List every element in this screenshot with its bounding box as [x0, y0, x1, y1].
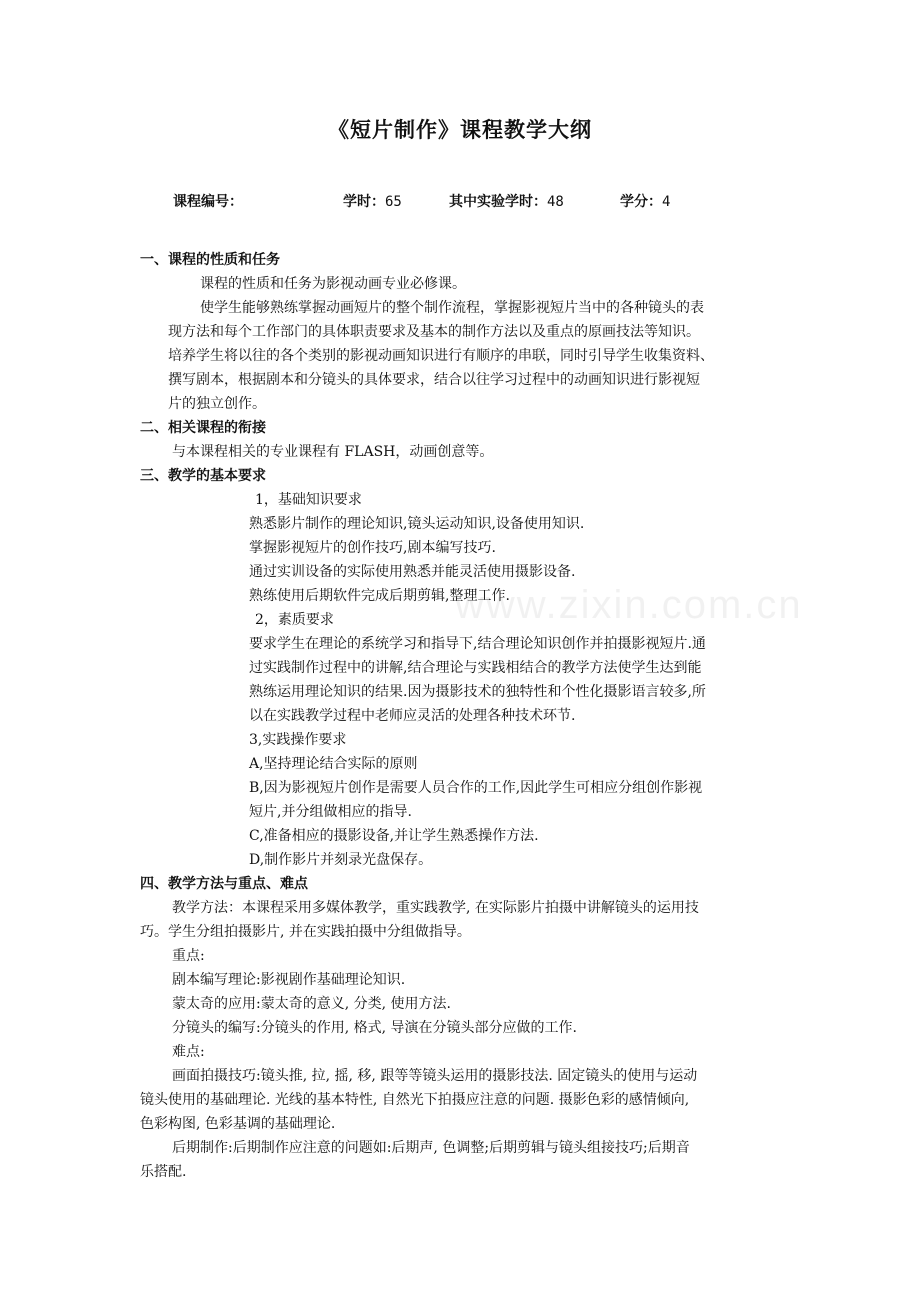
paragraph-line: 过实践制作过程中的讲解,结合理论与实践相结合的教学方法使学生达到能: [249, 660, 702, 676]
paragraph-line: 现方法和每个工作部门的具体职责要求及基本的制作方法以及重点的原画技法等知识。: [168, 324, 700, 340]
paragraph-line: 熟悉影片制作的理论知识,镜头运动知识,设备使用知识.: [249, 516, 585, 532]
paragraph-line: D,制作影片并刻录光盘保存。: [249, 852, 433, 868]
section-heading-4: 四、教学方法与重点、难点: [140, 876, 308, 892]
credits-label: 学分：: [620, 194, 662, 210]
hours-value: 65: [385, 194, 402, 210]
section-heading-2: 二、相关课程的衔接: [140, 420, 266, 436]
lab-hours-value: 48: [547, 194, 564, 210]
paragraph-line: 剧本编写理论:影视剧作基础理论知识.: [172, 972, 406, 988]
lab-hours-label: 其中实验学时：: [449, 194, 547, 210]
paragraph-line: 使学生能够熟练掌握动画短片的整个制作流程，掌握影视短片当中的各种镜头的表: [200, 300, 704, 316]
section-heading-1: 一、课程的性质和任务: [140, 252, 280, 268]
paragraph-line: B,因为影视短片创作是需要人员合作的工作,因此学生可相应分组创作影视: [249, 780, 703, 796]
paragraph-line: 巧。学生分组拍摄影片, 并在实践拍摄中分组做指导。: [140, 924, 471, 940]
paragraph-line: 要求学生在理论的系统学习和指导下,结合理论知识创作并拍摄影视短片.通: [249, 636, 706, 652]
paragraph-line: 熟练运用理论知识的结果.因为摄影技术的独特性和个性化摄影语言较多,所: [249, 684, 706, 700]
paragraph-line: 片的独立创作。: [168, 396, 266, 412]
paragraph-line: 2，素质要求: [255, 612, 334, 628]
paragraph-line: A,坚持理论结合实际的原则: [249, 756, 418, 772]
hours-label: 学时：: [343, 194, 385, 210]
paragraph-line: 乐搭配.: [140, 1164, 187, 1180]
paragraph-line: 课程的性质和任务为影视动画专业必修课。: [200, 276, 466, 292]
paragraph-line: 难点:: [172, 1044, 205, 1060]
paragraph-line: 3,实践操作要求: [249, 732, 347, 748]
hours-field: [343, 191, 402, 211]
paragraph-line: 重点:: [172, 948, 205, 964]
paragraph-line: 画面拍摄技巧:镜头推, 拉, 摇, 移, 跟等等镜头运用的摄影技法. 固定镜头的使用与运动: [172, 1068, 698, 1084]
paragraph-line: 镜头使用的基础理论. 光线的基本特性, 自然光下拍摄应注意的问题. 摄影色彩的感情倾向,: [140, 1092, 690, 1108]
paragraph-line: 以在实践教学过程中老师应灵活的处理各种技术环节.: [249, 708, 576, 724]
document-title: 《短片制作》课程教学大纲: [328, 118, 592, 142]
paragraph-line: 蒙太奇的应用:蒙太奇的意义, 分类, 使用方法.: [172, 996, 451, 1012]
section-heading-3: 三、教学的基本要求: [140, 468, 266, 484]
lab-hours-field: [449, 191, 564, 211]
credits-field: [620, 191, 670, 211]
watermark: www.zixin.com.cn: [455, 583, 803, 627]
paragraph-line: 撰写剧本，根据剧本和分镜头的具体要求，结合以往学习过程中的动画知识进行影视短: [168, 372, 700, 388]
paragraph-line: 熟练使用后期软件完成后期剪辑,整理工作.: [249, 588, 510, 604]
course-number-label: 课程编号：: [173, 194, 243, 210]
paragraph-line: 与本课程相关的专业课程有 FLASH，动画创意等。: [172, 444, 494, 460]
credits-value: 4: [662, 194, 671, 210]
paragraph-line: 分镜头的编写:分镜头的作用, 格式, 导演在分镜头部分应做的工作.: [172, 1020, 577, 1036]
paragraph-line: 色彩构图, 色彩基调的基础理论.: [140, 1116, 336, 1132]
paragraph-line: 通过实训设备的实际使用熟悉并能灵活使用摄影设备.: [249, 564, 576, 580]
paragraph-line: 掌握影视短片的创作技巧,剧本编写技巧.: [249, 540, 496, 556]
paragraph-line: C,准备相应的摄影设备,并让学生熟悉操作方法.: [249, 828, 539, 844]
paragraph-line: 培养学生将以往的各个类别的影视动画知识进行有顺序的串联，同时引导学生收集资料、: [168, 348, 714, 364]
paragraph-line: 短片,并分组做相应的指导.: [249, 804, 412, 820]
paragraph-line: 1，基础知识要求: [255, 492, 362, 508]
paragraph-line: 教学方法：本课程采用多媒体教学，重实践教学, 在实际影片拍摄中讲解镜头的运用技: [172, 900, 699, 916]
paragraph-line: 后期制作:后期制作应注意的问题如:后期声, 色调整;后期剪辑与镜头组接技巧;后期音: [172, 1140, 690, 1156]
